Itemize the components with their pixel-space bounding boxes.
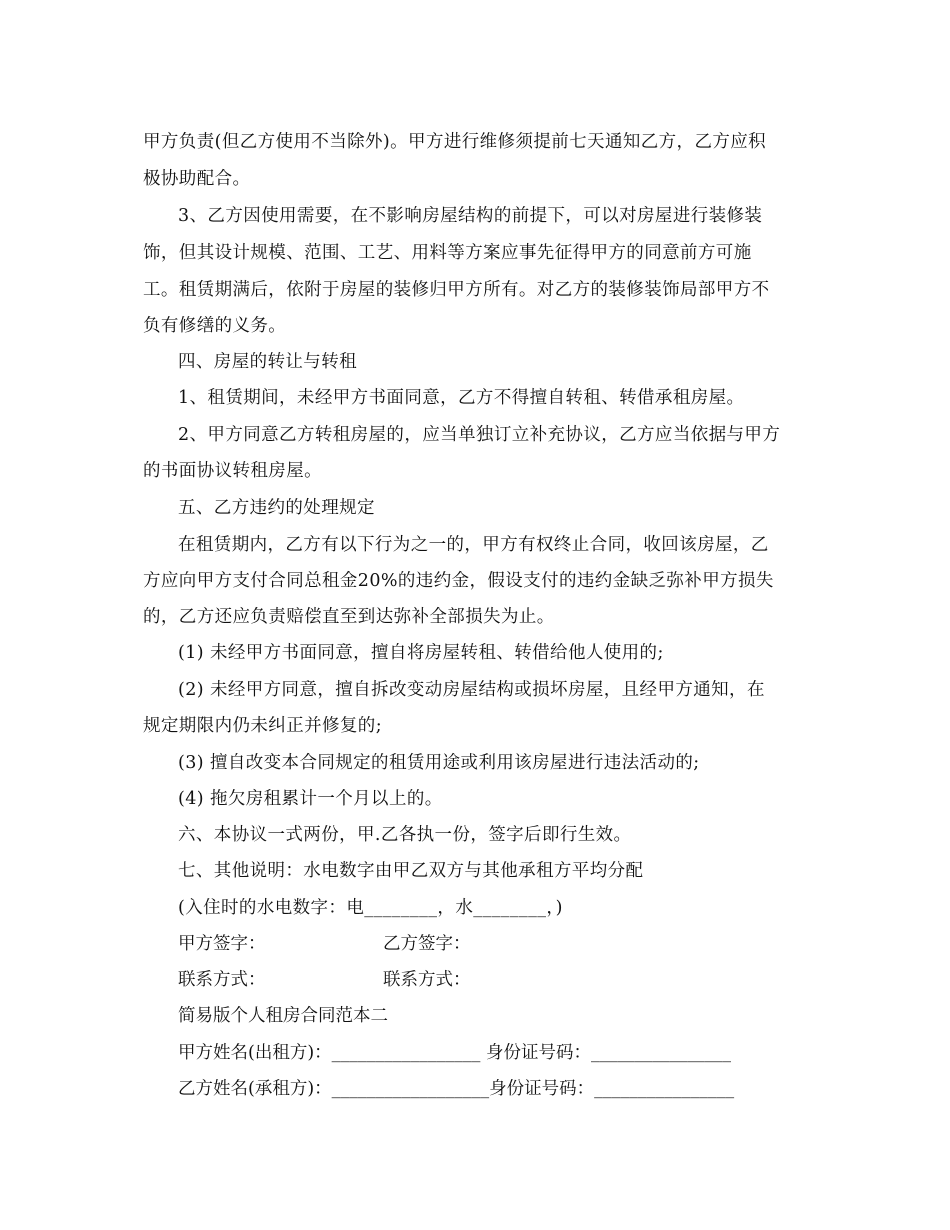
text-line: 2、甲方同意乙方转租房屋的，应当单独订立补充协议，乙方应当依据与甲方 xyxy=(178,425,781,445)
list-item: (4) 拖欠房租累计一个月以上的。 xyxy=(178,789,443,809)
list-item: (2) 未经甲方同意，擅自拆改变动房屋结构或损坏房屋，且经甲方通知，在 xyxy=(178,680,765,700)
meter-readings-line: (入住时的水电数字：电________，水________，) xyxy=(178,898,563,918)
text-line: 甲方负责(但乙方使用不当除外)。甲方进行维修须提前七天通知乙方，乙方应积 xyxy=(143,132,767,152)
party-a-contact-label: 联系方式： xyxy=(178,970,266,990)
party-b-sign-label: 乙方签字： xyxy=(383,934,471,954)
text-line: 工。租赁期满后，依附于房屋的装修归甲方所有。对乙方的装修装饰局部甲方不 xyxy=(143,280,770,300)
section-heading: 六、本协议一式两份，甲.乙各执一份，签字后即行生效。 xyxy=(178,825,632,845)
text-line: 1、租赁期间，未经甲方书面同意，乙方不得擅自转租、转借承租房屋。 xyxy=(178,388,745,408)
list-item: (1) 未经甲方书面同意，擅自将房屋转租、转借给他人使用的; xyxy=(178,643,664,663)
text-line: 3、乙方因使用需要，在不影响房屋结构的前提下，可以对房屋进行装修装 xyxy=(178,206,763,226)
party-a-name-line: 甲方姓名(出租方)：_________________ 身份证号码：________________ xyxy=(178,1043,731,1063)
section-heading: 四、房屋的转让与转租 xyxy=(178,352,357,372)
template-two-heading: 简易版个人租房合同范本二 xyxy=(178,1006,388,1026)
text-line: 极协助配合。 xyxy=(143,169,251,189)
text-line: 的，乙方还应负责赔偿直至到达弥补全部损失为止。 xyxy=(143,607,555,627)
party-b-contact-label: 联系方式： xyxy=(383,970,471,990)
text-line: 方应向甲方支付合同总租金20%的违约金，假设支付的违约金缺乏弥补甲方损失 xyxy=(143,571,774,591)
text-line: 饰，但其设计规模、范围、工艺、用料等方案应事先征得甲方的同意前方可施 xyxy=(143,243,752,263)
party-b-name-line: 乙方姓名(承租方)：__________________身份证号码：________________ xyxy=(178,1079,735,1099)
text-line: 在租赁期内，乙方有以下行为之一的，甲方有权终止合同，收回该房屋，乙 xyxy=(178,535,769,555)
text-line: 规定期限内仍未纠正并修复的; xyxy=(143,716,382,736)
section-heading: 七、其他说明：水电数字由甲乙双方与其他承租方平均分配 xyxy=(178,861,644,881)
text-line: 的书面协议转租房屋。 xyxy=(143,461,322,481)
text-line: 负有修缮的义务。 xyxy=(143,316,287,336)
list-item: (3) 擅自改变本合同规定的租赁用途或利用该房屋进行违法活动的; xyxy=(178,753,700,773)
section-heading: 五、乙方违约的处理规定 xyxy=(178,498,375,518)
party-a-sign-label: 甲方签字： xyxy=(178,934,266,954)
